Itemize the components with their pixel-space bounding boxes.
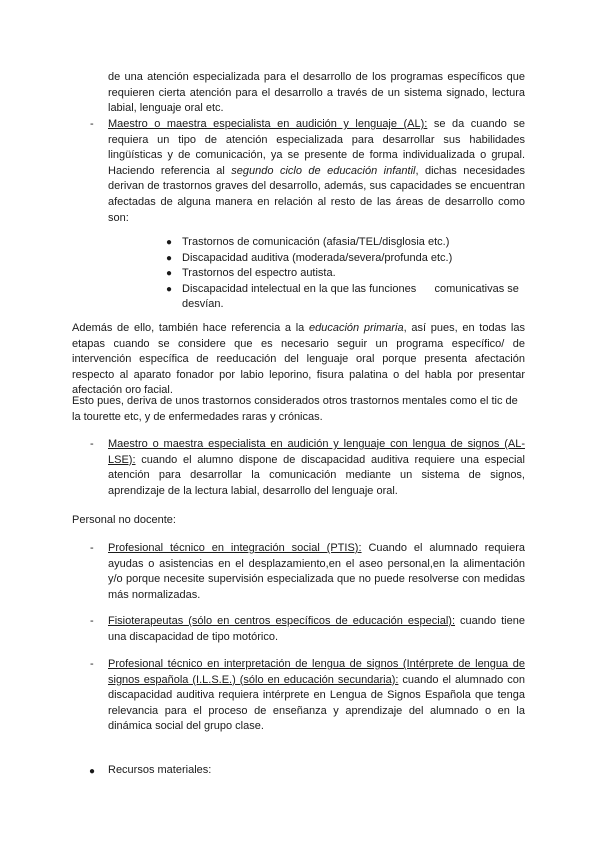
- continuation-text: de una atención especializada para el desarrollo de los programas específicos que requieren cierta atención para el desarrollo a través de un sistema signado, lectura labial, lenguaje oral etc.: [108, 71, 525, 115]
- fisio-text: cuando tiene una discapacidad de tipo motórico.: [108, 615, 525, 643]
- fisio-paragraph: [108, 614, 525, 645]
- list-item: [166, 235, 527, 251]
- ptis-item: [108, 541, 525, 603]
- trastornos-paragraph: [72, 394, 527, 425]
- primaria-paragraph: [72, 321, 525, 399]
- bullet-marker: ●: [166, 252, 173, 264]
- al-text-1: se da cuando se requiera un tipo de atención especializada para desarrollar sus habilidades lingüísticas y de comunicación, ya se presente de forma individualizada o grupal. Haciendo referencia al: [108, 118, 525, 177]
- trastornos-text: Esto pues, deriva de unos trastornos considerados otros trastornos mentales como el tic de la tourette etc, y de enfermedades raras y crónicas.: [72, 395, 518, 423]
- list-item: [166, 251, 527, 267]
- bullet-marker: ●: [166, 237, 173, 248]
- al-item: [108, 117, 525, 226]
- ilse-title: Profesional técnico en interpretación de lengua de signos (Intérprete de lengua de signos española (I.L.S.E.) (sólo en educación secundaria):: [108, 658, 525, 686]
- fisio-item: [108, 614, 525, 645]
- list-item-text: Trastornos de comunicación (afasia/TEL/disglosia etc.): [182, 236, 450, 248]
- list-item: [166, 282, 527, 313]
- ptis-title: Profesional técnico en integración social (PTIS):: [108, 542, 362, 554]
- continuation-paragraph: [108, 70, 525, 117]
- personal-no-docente-text: Personal no docente:: [72, 514, 176, 526]
- al-title: Maestro o maestra especialista en audición y lenguaje (AL):: [108, 118, 428, 130]
- bullet-marker: ●: [166, 283, 173, 295]
- al-paragraph: [108, 117, 525, 226]
- dash-marker: -: [90, 438, 94, 450]
- list-item-text: Discapacidad auditiva (moderada/severa/profunda etc.): [182, 251, 453, 264]
- list-item-text: Trastornos del espectro autista.: [182, 267, 336, 280]
- al-italic: segundo ciclo de educación infantil: [231, 164, 416, 177]
- al-lse-paragraph: [108, 437, 525, 499]
- al-lse-item: [108, 437, 525, 499]
- primaria-text: [72, 321, 525, 399]
- al-text-2: , dichas necesidades derivan de trastornos graves del desarrollo, además, sus capacidades se encuentran afectadas de alguna manera en relación al resto de las áreas de desarrollo como son:: [108, 164, 525, 224]
- primaria-text-2: , así pues, en todas las etapas cuando se considere que es necesario seguir un programa específico/ de intervención específica de reeducación del lenguaje oral porque presenta afectación respecto al aparato fonador por labio leporino, fisura palatina o del habla por presentar afectación oro facial.: [72, 322, 525, 397]
- al-condition-list: [166, 235, 527, 313]
- bullet-marker: ●: [166, 268, 173, 280]
- dash-marker: -: [90, 118, 94, 130]
- dash-marker: -: [90, 658, 94, 670]
- list-item: [166, 266, 527, 282]
- recursos-materiales-heading: [108, 763, 408, 779]
- al-lse-text: cuando el alumno dispone de discapacidad auditiva requiere una especial atención para desarrollar la comunicación mediante un sistema de signos, aprendizaje de la lectura labial, desarrollo del lenguaje oral.: [108, 453, 525, 497]
- bullet-marker: ●: [89, 766, 96, 777]
- ilse-text: cuando el alumnado con discapacidad auditiva requiera intérprete en Lengua de Signos Española que tenga relevancia para el proceso de enseñanza y aprendizaje del alumnado o en la dinámica social del grupo clase.: [108, 673, 525, 733]
- dash-marker: -: [90, 615, 94, 627]
- ptis-text: Cuando el alumnado requiera ayudas o asistencias en el desplazamiento,en el aseo personal,en la alimentación y/o porque necesite supervisión especializada que no puede resolverse con medidas más normalizadas.: [108, 542, 526, 601]
- personal-no-docente-heading: [72, 513, 372, 529]
- dash-marker: -: [90, 542, 94, 554]
- primaria-text-1: Además de ello, también hace referencia a la: [72, 322, 310, 334]
- fisio-title: Fisioterapeutas (sólo en centros específicos de educación especial):: [108, 615, 455, 627]
- al-lse-title: Maestro o maestra especialista en audición y lenguaje con lengua de signos (AL-LSE):: [108, 438, 525, 466]
- ptis-paragraph: [108, 541, 525, 603]
- ilse-paragraph: [108, 657, 525, 735]
- primaria-italic: educación primaria: [309, 322, 404, 334]
- recursos-materiales-text: Recursos materiales:: [108, 764, 212, 776]
- ilse-item: [108, 657, 525, 735]
- list-item-text: Discapacidad intelectual en la que las funciones comunicativas se desvían.: [182, 282, 522, 311]
